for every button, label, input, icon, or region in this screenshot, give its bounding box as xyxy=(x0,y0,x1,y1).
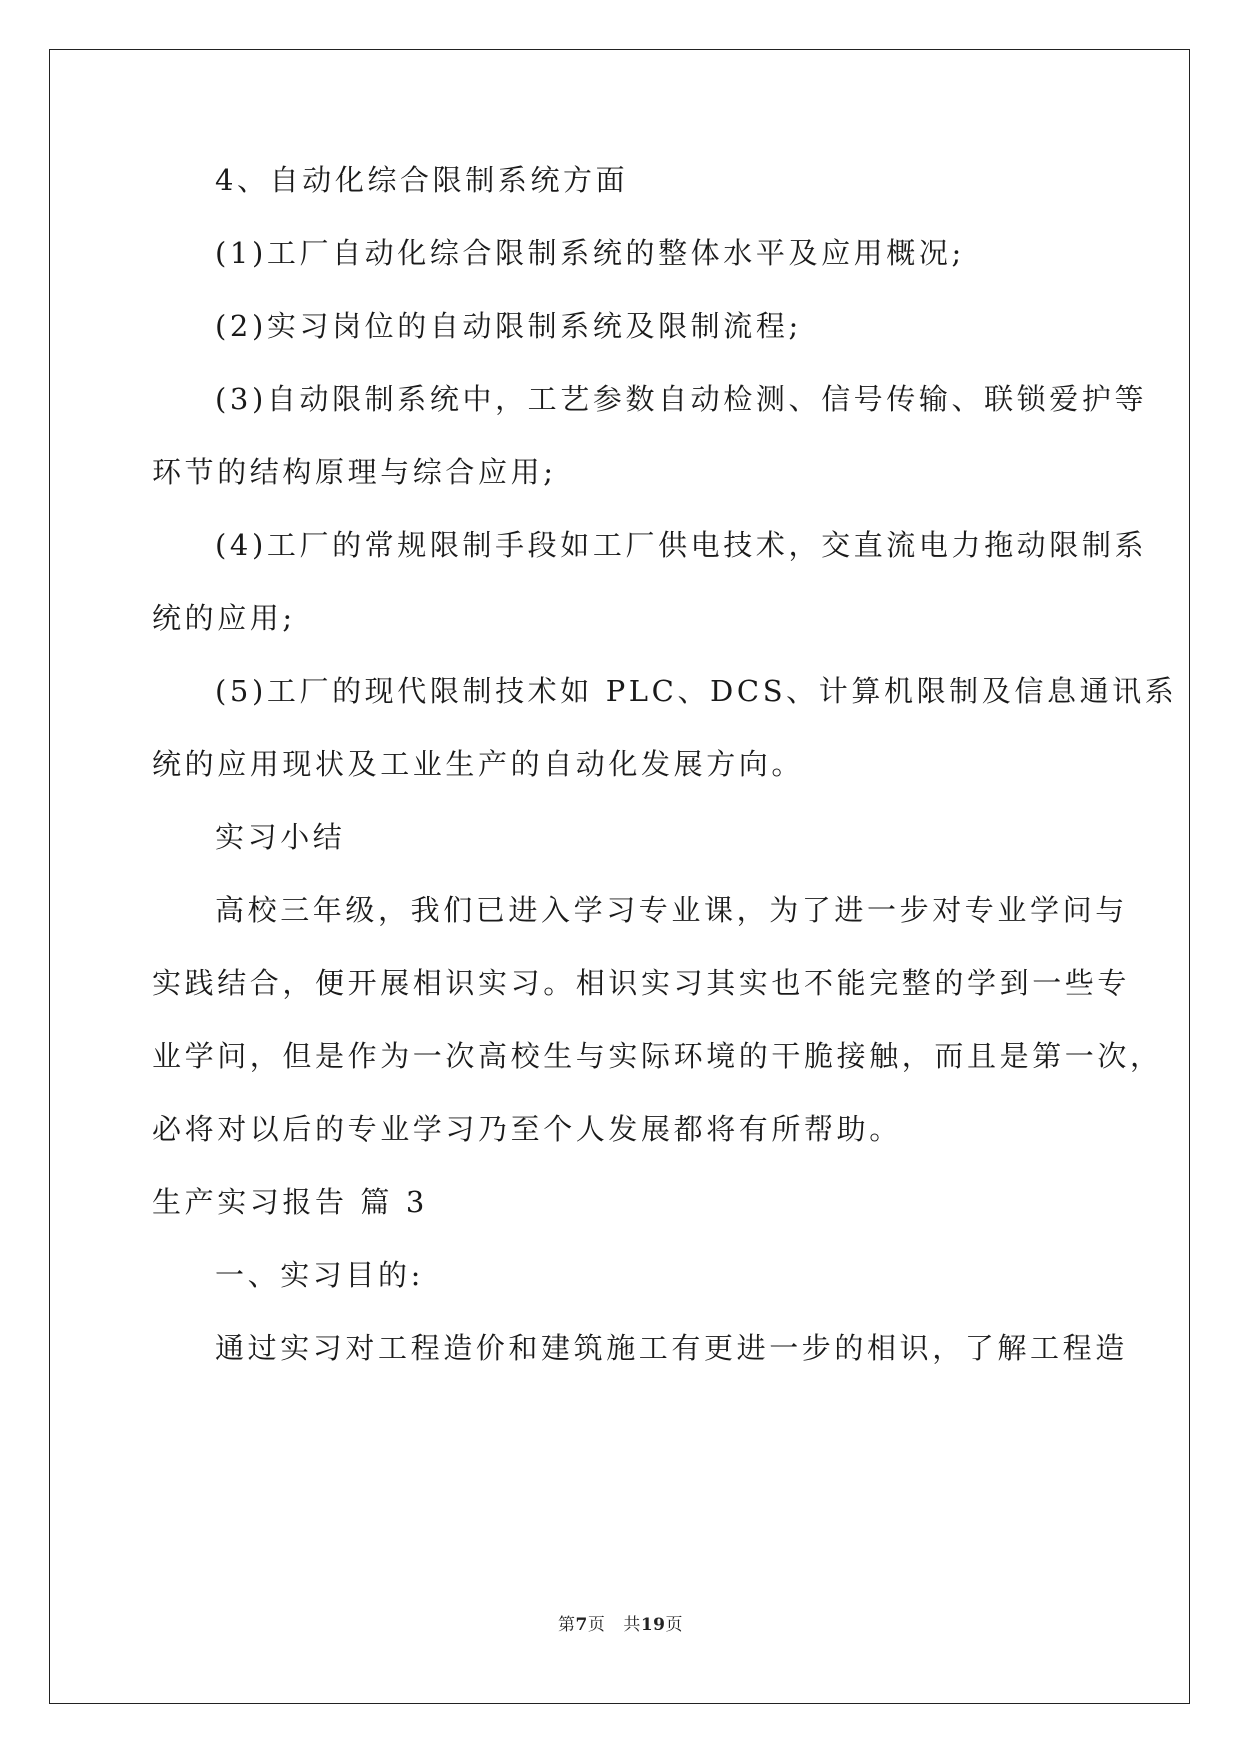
total-page-number: 19 xyxy=(640,1615,666,1635)
list-item: (1)工厂自动化综合限制系统的整体水平及应用概况; xyxy=(215,236,965,270)
paragraph-line: 高校三年级，我们已进入学习专业课，为了进一步对专业学问与 xyxy=(215,893,1128,927)
list-item-continued: 统的应用现状及工业生产的自动化发展方向。 xyxy=(152,747,805,781)
paragraph-line: 业学问，但是作为一次高校生与实际环境的干脆接触，而且是第一次， xyxy=(152,1039,1163,1073)
page-border xyxy=(49,49,1190,1704)
section-heading: 4、自动化综合限制系统方面 xyxy=(215,163,629,197)
footer-page-word: 页 xyxy=(587,1615,606,1635)
footer-prefix: 第 xyxy=(557,1615,576,1635)
article-title: 生产实习报告 篇 3 xyxy=(152,1185,428,1219)
list-item: (3)自动限制系统中，工艺参数自动检测、信号传输、联锁爱护等 xyxy=(215,382,1148,416)
paragraph-line: 实践结合，便开展相识实习。相识实习其实也不能完整的学到一些专 xyxy=(152,966,1131,1000)
subsection-heading: 实习小结 xyxy=(215,820,346,854)
paragraph-line: 必将对以后的专业学习乃至个人发展都将有所帮助。 xyxy=(152,1112,902,1146)
list-item-continued: 统的应用; xyxy=(152,601,296,635)
section-heading: 一、实习目的: xyxy=(215,1258,424,1292)
list-item-continued: 环节的结构原理与综合应用; xyxy=(152,455,557,489)
footer-total-prefix: 共 xyxy=(623,1615,641,1635)
list-item: (5)工厂的现代限制技术如 PLC、DCS、计算机限制及信息通讯系 xyxy=(215,674,1178,708)
page-footer xyxy=(0,1610,1241,1635)
current-page-number: 7 xyxy=(575,1615,588,1635)
list-item: (2)实习岗位的自动限制系统及限制流程; xyxy=(215,309,802,343)
list-item: (4)工厂的常规限制手段如工厂供电技术，交直流电力拖动限制系 xyxy=(215,528,1148,562)
paragraph-line: 通过实习对工程造价和建筑施工有更进一步的相识，了解工程造 xyxy=(215,1331,1128,1365)
footer-total-suffix: 页 xyxy=(665,1615,683,1635)
